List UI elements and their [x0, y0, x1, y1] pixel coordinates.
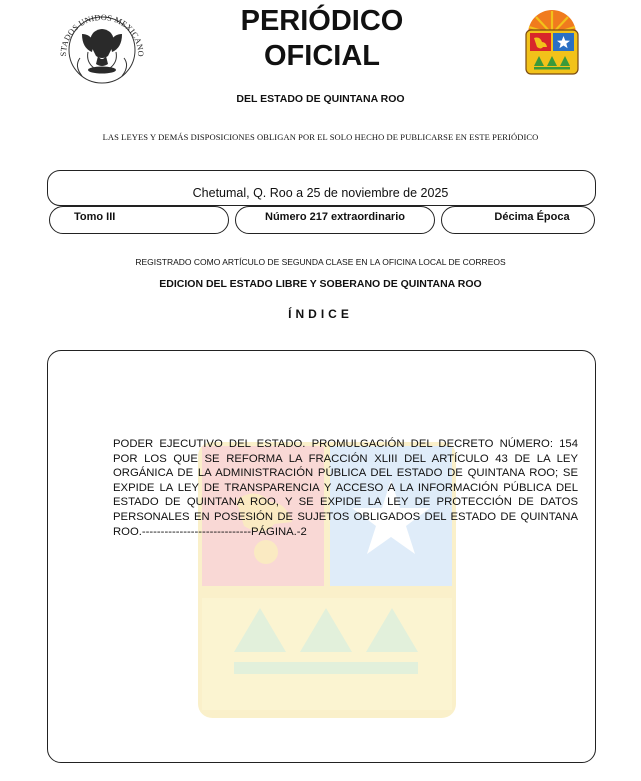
- title-line-1: PERIÓDICO: [240, 5, 404, 37]
- page-subtitle: DEL ESTADO DE QUINTANA ROO: [236, 93, 405, 105]
- page-title: [200, 4, 444, 74]
- edition-line: EDICION DEL ESTADO LIBRE Y SOBERANO DE QUINTANA ROO: [159, 278, 482, 290]
- title-line-2: OFICIAL: [264, 40, 380, 72]
- tomo-badge: [49, 206, 229, 234]
- state-crest-icon: [522, 8, 582, 78]
- publication-date: Chetumal, Q. Roo a 25 de noviembre de 2025: [192, 186, 449, 200]
- legal-notice: LAS LEYES Y DEMÁS DISPOSICIONES OBLIGAN POR EL SOLO HECHO DE PUBLICARSE EN ESTE PERIÓDICO: [102, 132, 539, 142]
- issue-number-label: Número 217 extraordinario: [265, 211, 405, 223]
- svg-text:ESTADOS UNIDOS MEXICANOS: STADOS UNIDOS MEXICANO: [58, 12, 146, 57]
- tomo-label: Tomo III: [74, 211, 116, 223]
- issue-number-badge: [235, 206, 435, 234]
- registration-note: REGISTRADO COMO ARTÍCULO DE SEGUNDA CLASE EN LA OFICINA LOCAL DE CORREOS: [135, 257, 506, 267]
- epoch-label: Décima Época: [494, 211, 570, 223]
- national-seal-icon: [54, 8, 150, 84]
- index-heading: ÍNDICE: [288, 307, 353, 321]
- epoch-badge: [441, 206, 595, 234]
- index-entry: PODER EJECUTIVO DEL ESTADO. PROMULGACIÓN DEL DECRETO NÚMERO: 154 POR LOS QUE SE REFORMA LA FRACCIÓN XLIII DEL ARTÍCULO 43 DE LA LEY ORGÁNICA DE LA ADMINISTRACIÓN PÚBLICA DEL ESTADO DE QUINTANA ROO; SE EXPIDE LA LEY DE TRANSPARENCIA Y ACCESO A LA INFORMACIÓN PÚBLICA DEL ESTADO DE QUINTANA ROO, Y SE EXPIDE LA LEY DE PROTECCIÓN DE DATOS PERSONALES EN POSESIÓN DE SUJETOS OBLIGADOS DEL ESTADO DE QUINTANA ROO.-----------------------------PÁGINA.-2: [113, 438, 578, 538]
